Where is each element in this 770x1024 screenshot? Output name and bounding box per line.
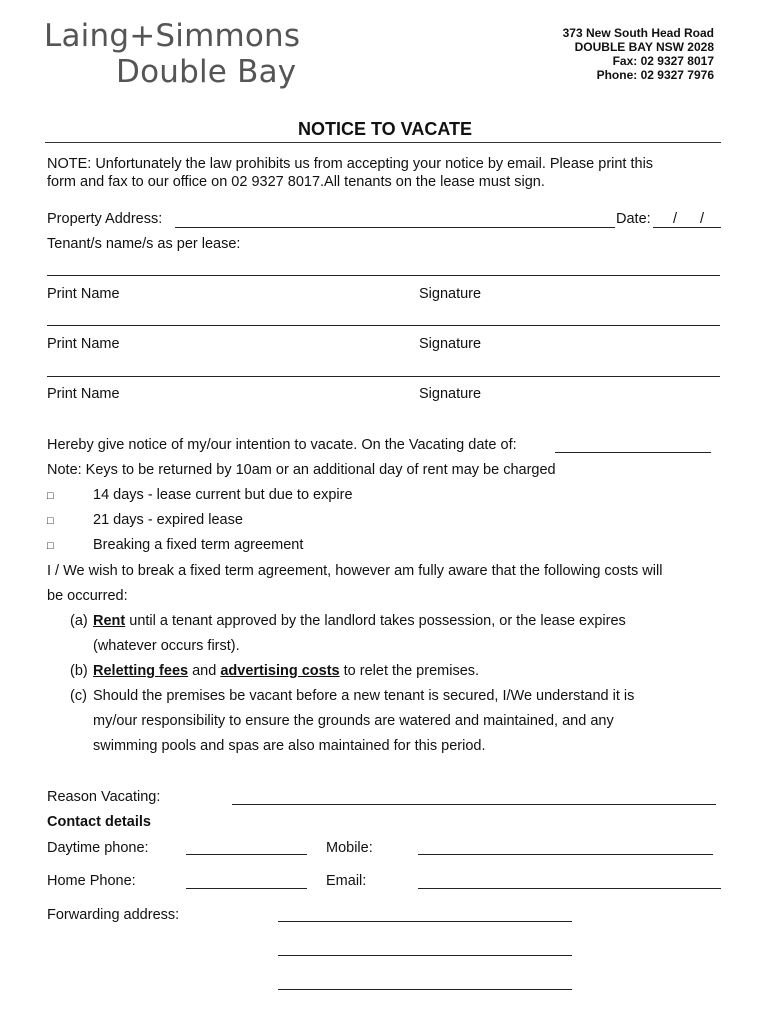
checkbox-14-days[interactable]: □ xyxy=(47,490,54,502)
mobile-label: Mobile: xyxy=(326,840,373,856)
signature-label-3: Signature xyxy=(419,386,482,402)
cost-c-line1: Should the premises be vacant before a new tenant is secured, I/We understand it is xyxy=(93,688,635,704)
date-separator-1: / xyxy=(673,211,678,227)
contact-heading: Contact details xyxy=(47,814,151,830)
logo-line2: Double Bay xyxy=(116,54,297,90)
cost-a-text: until a tenant approved by the landlord takes possession, or the lease expires xyxy=(125,613,626,629)
forwarding-address-label: Forwarding address: xyxy=(47,907,180,923)
note-line2: form and fax to our office on 02 9327 8017.All tenants on the lease must sign. xyxy=(47,174,545,190)
reason-label: Reason Vacating: xyxy=(47,789,161,805)
property-address-field[interactable] xyxy=(175,227,615,228)
office-suburb: DOUBLE BAY NSW 2028 xyxy=(574,40,714,54)
cost-b-line1 xyxy=(93,663,479,679)
forwarding-address-line-2[interactable] xyxy=(278,955,572,956)
checkbox-21-days[interactable]: □ xyxy=(47,515,54,527)
office-fax: Fax: 02 9327 8017 xyxy=(612,54,714,68)
break-text-line1: I / We wish to break a fixed term agreement, however am fully aware that the following costs will xyxy=(47,563,663,579)
forwarding-address-line-1[interactable] xyxy=(278,921,572,922)
option-break-lease: Breaking a fixed term agreement xyxy=(93,537,304,553)
cost-b-and: and xyxy=(188,663,221,679)
daytime-phone-field[interactable] xyxy=(186,854,307,855)
option-14-days: 14 days - lease current but due to expire xyxy=(93,487,353,503)
email-field[interactable] xyxy=(418,888,721,889)
signature-label-2: Signature xyxy=(419,336,482,352)
cost-c-line2: my/our responsibility to ensure the grounds are watered and maintained, and any xyxy=(93,713,614,729)
cost-c-line3: swimming pools and spas are also maintained for this period. xyxy=(93,738,486,754)
notice-text: Hereby give notice of my/our intention to vacate. On the Vacating date of: xyxy=(47,437,517,453)
logo-line1: Laing+Simmons xyxy=(44,18,301,54)
note-line1: NOTE: Unfortunately the law prohibits us from accepting your notice by email. Please print this xyxy=(47,156,654,172)
break-text-line2: be occurred: xyxy=(47,588,128,604)
option-21-days: 21 days - expired lease xyxy=(93,512,243,528)
daytime-phone-label: Daytime phone: xyxy=(47,840,149,856)
mobile-field[interactable] xyxy=(418,854,713,855)
tenant-line-3[interactable] xyxy=(47,376,720,377)
date-separator-2: / xyxy=(700,211,705,227)
cost-b-text: to relet the premises. xyxy=(339,663,480,679)
form-title: NOTICE TO VACATE xyxy=(297,119,472,139)
home-phone-label: Home Phone: xyxy=(47,873,136,889)
print-name-label-1: Print Name xyxy=(47,286,120,302)
office-phone: Phone: 02 9327 7976 xyxy=(596,68,714,82)
advertising-costs-term: advertising costs xyxy=(220,663,340,679)
date-label: Date: xyxy=(616,211,651,227)
home-phone-field[interactable] xyxy=(186,888,307,889)
cost-c-prefix: (c) xyxy=(70,688,87,704)
print-name-label-2: Print Name xyxy=(47,336,120,352)
tenant-line-1[interactable] xyxy=(47,275,720,276)
reletting-fees-term: Reletting fees xyxy=(93,663,189,679)
cost-a-line2: (whatever occurs first). xyxy=(93,638,240,654)
date-field[interactable] xyxy=(653,227,721,228)
cost-b-prefix: (b) xyxy=(70,663,88,679)
tenant-line-2[interactable] xyxy=(47,325,720,326)
office-street: 373 New South Head Road xyxy=(562,26,714,40)
keys-note: Note: Keys to be returned by 10am or an additional day of rent may be charged xyxy=(47,462,556,478)
print-name-label-3: Print Name xyxy=(47,386,120,402)
title-rule xyxy=(45,142,721,143)
tenants-label: Tenant/s name/s as per lease: xyxy=(47,236,241,252)
reason-field[interactable] xyxy=(232,804,716,805)
cost-a-line1 xyxy=(93,613,626,629)
email-label: Email: xyxy=(326,873,367,889)
rent-term: Rent xyxy=(93,613,126,629)
checkbox-break-lease[interactable]: □ xyxy=(47,540,54,552)
cost-a-prefix: (a) xyxy=(70,613,88,629)
signature-label-1: Signature xyxy=(419,286,482,302)
forwarding-address-line-3[interactable] xyxy=(278,989,572,990)
vacating-date-field[interactable] xyxy=(555,452,711,453)
property-address-label: Property Address: xyxy=(47,211,163,227)
